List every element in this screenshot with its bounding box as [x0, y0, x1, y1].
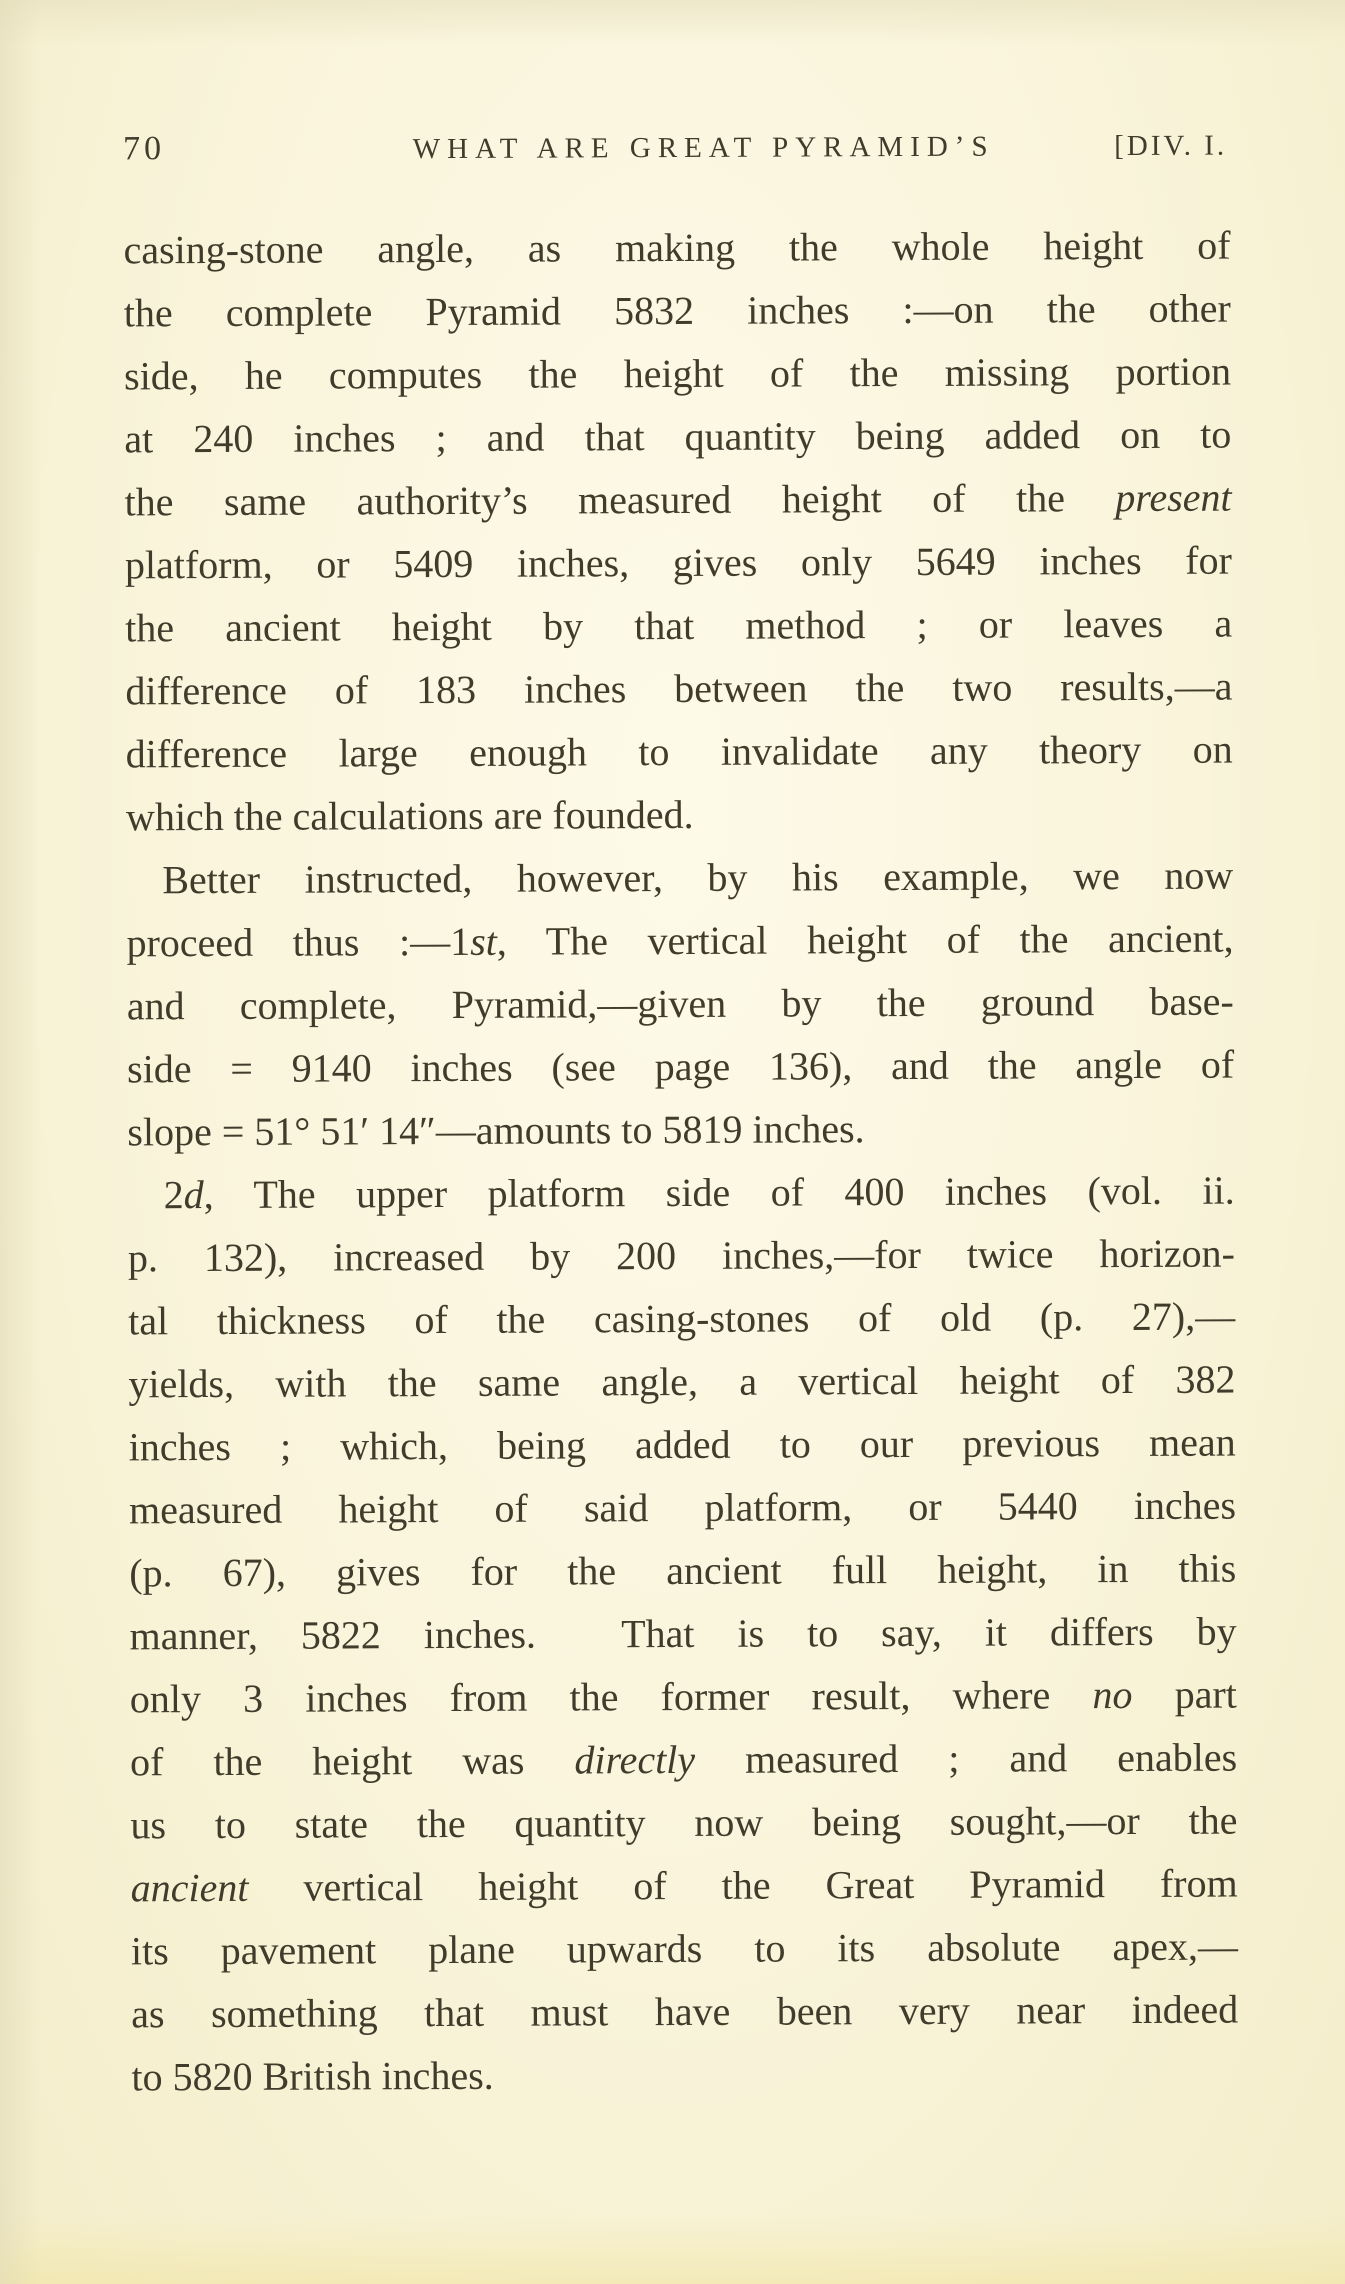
text-line [128, 1348, 1235, 1416]
text-run: its pavement plane upwards to its absolute apex,— [130, 1923, 1239, 1974]
page-content [0, 125, 1345, 2109]
text-run: , The upper platform side of 400 inches (vol. ii. [203, 1167, 1235, 1218]
text-line [128, 1159, 1235, 1227]
text-run: platform, or 5409 inches, gives only 5649 inches for [124, 537, 1232, 588]
page-number: 70 [123, 130, 166, 168]
text-line [124, 340, 1231, 408]
text-line [129, 1600, 1236, 1668]
text-line [125, 655, 1232, 723]
text-run: vertical height of the Great Pyramid from [248, 1860, 1238, 1910]
text-line [126, 718, 1233, 786]
text-run: of the height was [130, 1737, 575, 1785]
text-run: proceed thus :—1 [126, 918, 471, 966]
italic-text-run: ancient [130, 1864, 249, 1911]
text-run: casing-stone angle, as making the whole height of [123, 222, 1231, 273]
running-title: WHAT ARE GREAT PYRAMID’S [412, 130, 995, 166]
text-block [123, 214, 1238, 2109]
text-line [125, 592, 1232, 660]
page-header [123, 126, 1227, 169]
text-run: 2 [163, 1172, 184, 1218]
italic-text-run: directly [574, 1736, 696, 1783]
text-run: side = 9140 inches (see page 136), and the angle of [127, 1041, 1235, 1092]
text-line [131, 1978, 1238, 2046]
text-run: Better instructed, however, by his example, we now [162, 852, 1234, 903]
text-line [126, 781, 1233, 849]
italic-text-run: st [470, 918, 497, 964]
text-line [128, 1222, 1235, 1290]
text-line [125, 529, 1232, 597]
text-run: manner, 5822 inches. That is to say, it differs by [129, 1608, 1237, 1659]
text-run: p. 132), increased by 200 inches,—for twice horizon- [127, 1230, 1236, 1281]
text-line [123, 214, 1230, 282]
text-run: at 240 inches ; and that quantity being added on to [124, 411, 1232, 462]
text-line [126, 907, 1233, 975]
text-run: as something that must have been very near indeed [131, 1986, 1239, 2037]
italic-text-run: no [1092, 1672, 1133, 1718]
text-line [130, 1789, 1237, 1857]
text-line [124, 277, 1231, 345]
text-run: the ancient height by that method ; or leaves a [125, 600, 1233, 651]
text-run: only 3 inches from the former result, where [129, 1672, 1093, 1722]
text-run: part [1132, 1671, 1237, 1718]
text-line [124, 466, 1231, 534]
text-line [131, 2041, 1238, 2109]
paragraph [126, 844, 1234, 1164]
text-line [131, 1915, 1238, 1983]
text-run: and complete, Pyramid,—given by the ground base- [126, 978, 1234, 1029]
text-line [130, 1726, 1237, 1794]
paragraph [123, 214, 1233, 849]
text-line [130, 1663, 1237, 1731]
text-line [124, 403, 1231, 471]
text-run: yields, with the same angle, a vertical height of 382 [128, 1356, 1236, 1407]
italic-text-run: d [183, 1172, 204, 1218]
italic-text-run: present [1115, 474, 1232, 521]
text-line [127, 1033, 1234, 1101]
text-line [128, 1285, 1235, 1353]
division-marker: [DIV. I. [1114, 129, 1228, 163]
text-line [127, 1096, 1234, 1164]
text-run: side, he computes the height of the missing portion [123, 348, 1232, 399]
text-run: measured height of said platform, or 5440 inches [128, 1482, 1237, 1533]
text-line [129, 1537, 1236, 1605]
text-run: us to state the quantity now being sought,—or the [130, 1797, 1238, 1848]
text-line [126, 844, 1233, 912]
text-line [129, 1474, 1236, 1542]
text-run: inches ; which, being added to our previous mean [128, 1419, 1236, 1470]
text-run: slope = 51° 51′ 14″—amounts to 5819 inches. [127, 1106, 865, 1155]
text-line [131, 1852, 1238, 1920]
text-run: measured ; and enables [695, 1734, 1238, 1782]
text-run: difference large enough to invalidate any theory on [125, 726, 1233, 777]
paragraph [128, 1159, 1239, 2109]
text-run: the complete Pyramid 5832 inches :—on the other [123, 285, 1231, 336]
text-run: difference of 183 inches between the two results,—a [125, 663, 1233, 714]
text-run: , The vertical height of the ancient, [496, 915, 1234, 964]
text-run: the same authority’s measured height of the [124, 475, 1116, 525]
text-run: (p. 67), gives for the ancient full height, in this [129, 1545, 1237, 1596]
text-run: which the calculations are founded. [125, 791, 694, 840]
text-run: to 5820 British inches. [131, 2052, 494, 2100]
text-run: tal thickness of the casing-stones of old (p. 27),— [128, 1293, 1236, 1344]
text-line [127, 970, 1234, 1038]
text-line [129, 1411, 1236, 1479]
